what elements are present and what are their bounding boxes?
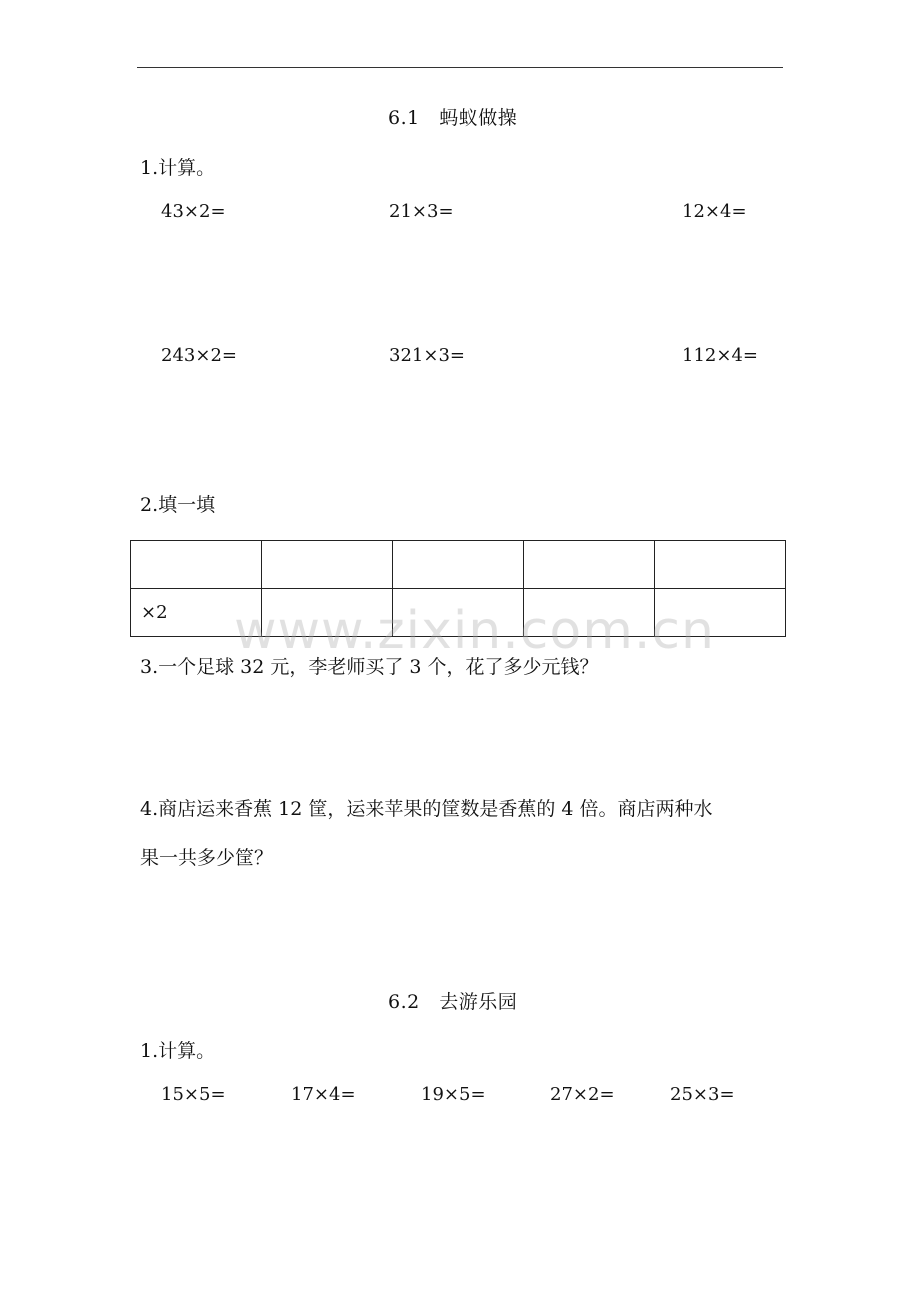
calc-expression: 12×4= (682, 201, 747, 222)
calc-expression: 21×3= (389, 201, 454, 222)
table-cell-multiplier: ×2 (131, 589, 262, 637)
table-row (131, 541, 786, 589)
calc-expression: 321×3= (389, 345, 465, 366)
header-rule (137, 67, 783, 68)
table-cell[interactable] (393, 541, 524, 589)
table-cell[interactable] (655, 541, 786, 589)
calc-expression: 19×5= (421, 1084, 486, 1105)
calc-expression: 17×4= (291, 1084, 356, 1105)
calc-expression: 43×2= (161, 201, 226, 222)
table-cell[interactable] (262, 541, 393, 589)
calc-expression: 25×3= (670, 1084, 735, 1105)
calc-expression: 15×5= (161, 1084, 226, 1105)
question-2-label: 2.填一填 (140, 494, 216, 516)
question-3-text: 3.一个足球 32 元，李老师买了 3 个，花了多少元钱？ (140, 656, 599, 678)
question-1-label: 1.计算。 (140, 1040, 216, 1062)
watermark: www.zixin.com.cn (234, 601, 715, 661)
calc-expression: 27×2= (550, 1084, 615, 1105)
question-1-label: 1.计算。 (140, 157, 216, 179)
table-cell[interactable] (524, 541, 655, 589)
section-title-6-1: 6.1 蚂蚁做操 (388, 107, 518, 129)
question-4-line-1: 4.商店运来香蕉 12 筐，运来苹果的筐数是香蕉的 4 倍。商店两种水 (140, 798, 713, 820)
question-4-line-2: 果一共多少筐？ (140, 847, 274, 869)
calc-expression: 112×4= (682, 345, 758, 366)
section-title-6-2: 6.2 去游乐园 (388, 991, 518, 1013)
table-cell[interactable] (131, 541, 262, 589)
calc-expression: 243×2= (161, 345, 237, 366)
